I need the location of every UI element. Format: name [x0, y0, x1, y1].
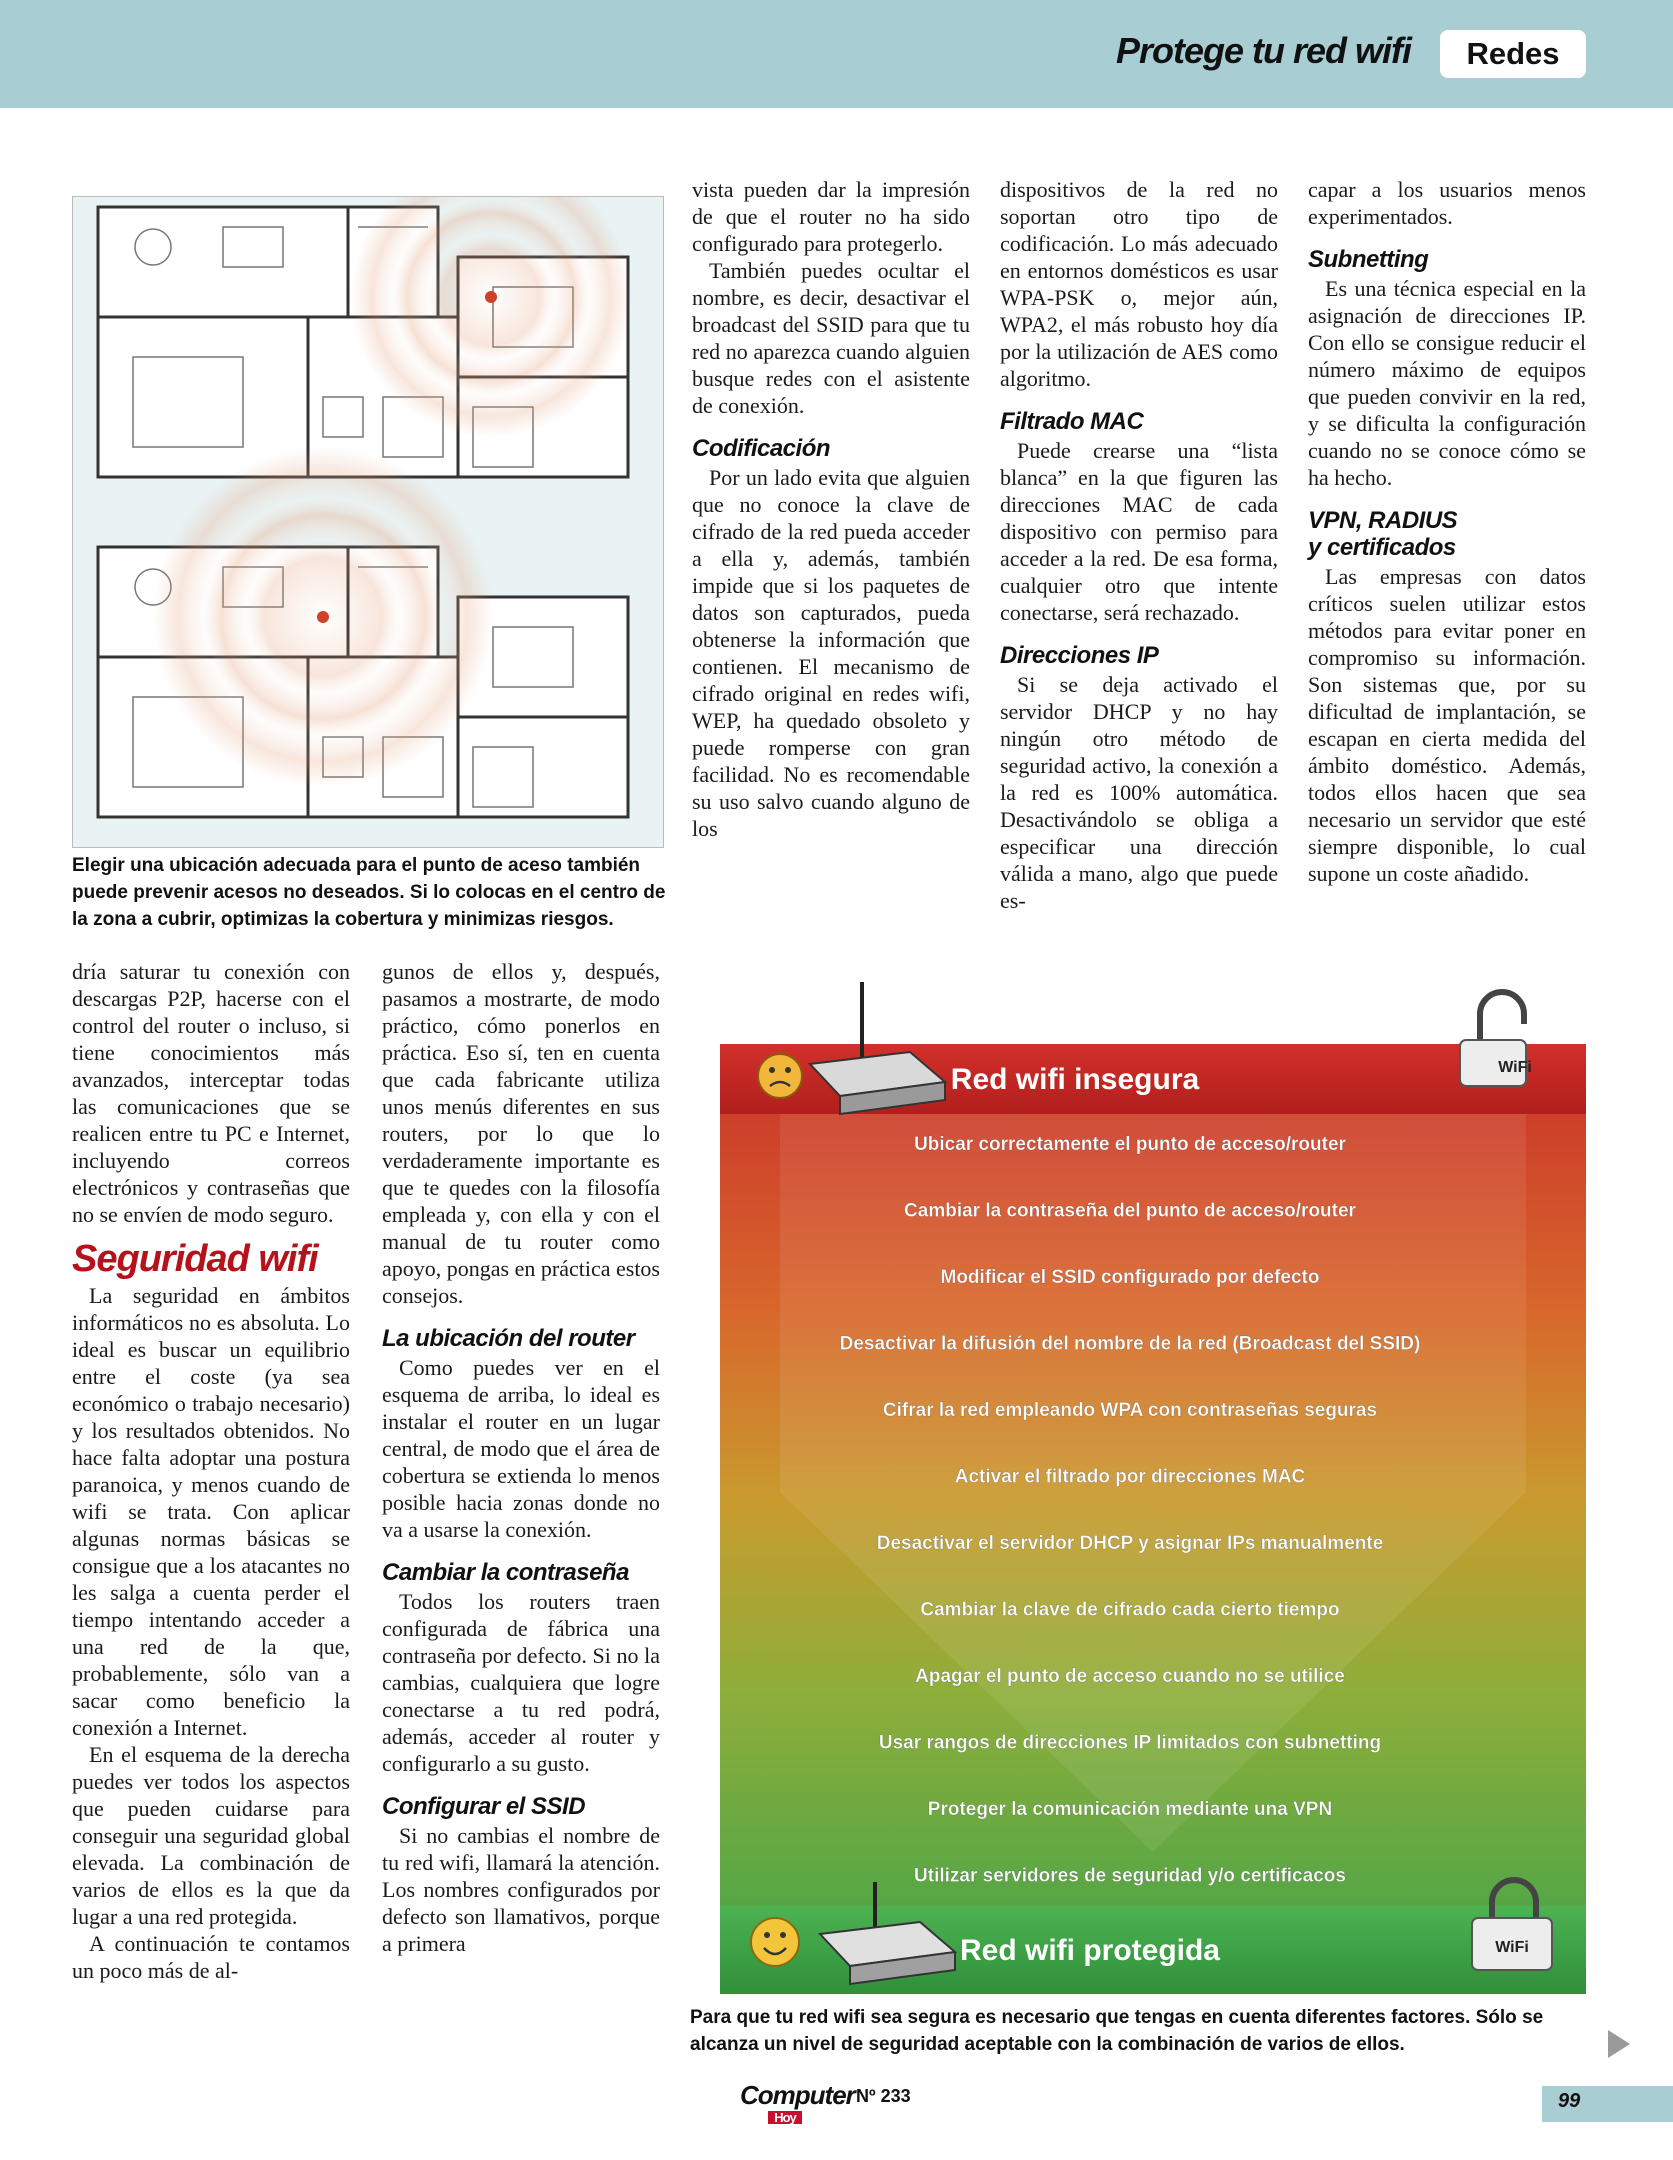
logo-sub-text: Hoy [768, 2111, 802, 2124]
security-infographic [720, 972, 1586, 1996]
protected-label: Red wifi protegida [959, 1934, 1221, 1967]
subheading-vpn-line-1: VPN, RADIUS [1308, 507, 1458, 534]
paragraph: dría saturar tu conexión con descargas P2P, hacerse con el control del router o incluso, si tiene conocimientos más avanzados, interceptar todas las comunicaciones que se realicen entre tu PC e Internet, incluyendo correos electrónicos y contraseñas que no se envíen de modo seguro. [72, 959, 350, 1227]
sad-face-icon [758, 1054, 802, 1098]
subheading-direcciones-ip: Direcciones IP [1000, 642, 1159, 669]
column-3-top [1000, 176, 1278, 914]
next-page-arrow-icon [1608, 2030, 1630, 2058]
step-label: Apagar el punto de acceso cuando no se utilice [915, 1666, 1345, 1687]
step-label: Usar rangos de direcciones IP limitados con subnetting [878, 1732, 1382, 1754]
step-label: Proteger la comunicación mediante una VPN [927, 1799, 1333, 1820]
step-label: Activar el filtrado por direcciones MAC [954, 1466, 1306, 1488]
wifi-badge-bottom: WiFi [1495, 1939, 1529, 1956]
header-bar [0, 0, 1673, 108]
floor-plan-illustration [72, 196, 664, 848]
subheading-vpn-line-2: y certificados [1308, 534, 1456, 561]
paragraph: Las empresas con datos críticos suelen utilizar estos métodos para evitar poner en compromiso su información. Son sistemas que, por su dificultad de implantación, se escapan en cierta medida del ámbito doméstico. Además, todos ellos hacen que sea necesario un servidor que esté siempre disponible, lo cual supone un coste añadido. [1308, 564, 1586, 886]
paragraph: capar a los usuarios menos experimentados. [1308, 177, 1586, 229]
subheading-filtrado-mac: Filtrado MAC [1000, 408, 1144, 435]
paragraph: Es una técnica especial en la asignación de direcciones IP. Con ello se consigue reducir el número máximo de equipos que pueden convivir en la red, y se dificulta la configuración cuando no se conoce cómo se ha hecho. [1308, 276, 1586, 490]
paragraph: Por un lado evita que alguien que no conoce la clave de cifrado de la red pueda acceder a ella y, además, también impide que si los paquetes de datos son capturados, pueda obtenerse la información que contienen. El mecanismo de cifrado original en redes wifi, WEP, ha quedado obsoleto y puede romperse con gran facilidad. No es recomendable su uso salvo cuando alguno de los [692, 465, 970, 841]
header-title: Protege tu red wifi [1115, 30, 1411, 71]
column-4-top [1308, 176, 1586, 887]
step-label: Modificar el SSID configurado por defecto [940, 1267, 1320, 1288]
subheading-cambiar-contrasena: Cambiar la contraseña [382, 1559, 629, 1586]
step-label: Utilizar servidores de seguridad y/o certificacos [914, 1865, 1346, 1887]
paragraph: vista pueden dar la impresión de que el router no ha sido configurado para protegerlo. [692, 177, 970, 256]
insecure-label: Red wifi insegura [950, 1063, 1200, 1096]
paragraph: Como puedes ver en el esquema de arriba, lo ideal es instalar el router en un lugar central, de modo que el área de cobertura se extienda lo menos posible hacia zonas donde no va a usarse la conexión. [382, 1355, 660, 1542]
paragraph: La seguridad en ámbitos informáticos no es absoluta. Lo ideal es buscar un equilibrio entre el coste (ya sea económico o trabajo necesario) y los resultados obtenidos. No hace falta adoptar una postura paranoica, y menos cuando de wifi se trata. Con aplicar algunas normas básicas se consigue que a los atacantes no les salga a cuenta perder el tiempo intentando acceder a una red de la que, probablemente, sólo van a sacar como beneficio la conexión a Internet. [72, 1283, 350, 1740]
subheading-ubicacion-router: La ubicación del router [382, 1325, 635, 1352]
section-heading-seguridad-wifi: Seguridad wifi [72, 1238, 318, 1280]
infographic-caption: Para que tu red wifi sea segura es necesario que tengas en cuenta diferentes factores. Sólo se alcanza un nivel de seguridad aceptable con la combinación de varios de ellos. [690, 2007, 1544, 2055]
column-1-bottom [72, 958, 350, 1984]
column-2-bottom [382, 958, 660, 1957]
step-label: Desactivar el servidor DHCP y asignar IPs manualmente [876, 1533, 1384, 1554]
paragraph: A continuación te contamos un poco más de al- [72, 1931, 350, 1983]
subheading-subnetting: Subnetting [1308, 246, 1429, 273]
step-label: Cifrar la red empleando WPA con contraseñas seguras [882, 1400, 1378, 1421]
magazine-logo [740, 2080, 855, 2124]
wifi-badge-top: WiFi [1498, 1059, 1532, 1076]
paragraph: Si no cambias el nombre de tu red wifi, llamará la atención. Los nombres configurados por defecto son llamativos, porque a primera [382, 1823, 660, 1956]
step-label: Ubicar correctamente el punto de acceso/router [914, 1134, 1346, 1155]
happy-face-icon [751, 1918, 799, 1966]
section-tab: Redes [1440, 30, 1586, 78]
paragraph: Puede crearse una “lista blanca” en la que figuren las direcciones MAC de cada dispositivo con permiso para acceder a la red. De esa forma, cualquier otro que intente conectarse, será rechazado. [1000, 438, 1278, 625]
paragraph: gunos de ellos y, después, pasamos a mostrarte, de modo práctico, cómo ponerlos en práctica. Eso sí, ten en cuenta que cada fabricante utiliza unos menús diferentes en sus routers, por lo que lo verdaderamente importante es que te quedes con la filosofía empleada y, con ella y con el manual de tu router como apoyo, pongas en práctica estos consejos. [382, 959, 660, 1308]
paragraph: En el esquema de la derecha puedes ver todos los aspectos que pueden cuidarse para conseguir una seguridad global elevada. La combinación de varios de ellos es la que da lugar a una red protegida. [72, 1742, 350, 1929]
step-label: Desactivar la difusión del nombre de la red (Broadcast del SSID) [839, 1333, 1421, 1355]
column-2-top [692, 176, 970, 842]
step-label: Cambiar la clave de cifrado cada cierto tiempo [920, 1599, 1340, 1621]
subheading-configurar-ssid: Configurar el SSID [382, 1793, 586, 1820]
plan-caption: Elegir una ubicación adecuada para el punto de aceso también puede prevenir acesos no deseados. Si lo colocas en el centro de la zona a cubrir, optimizas la cobertura y minimizas riesgos. [72, 855, 666, 930]
issue-number: Nº 233 [856, 2086, 911, 2106]
paragraph: Todos los routers traen configurada de fábrica una contraseña por defecto. Si no la cambias, cualquiera que logre conectarse a tu red podrá, además, acceder al router y configurarlo a su gusto. [382, 1589, 660, 1776]
page-number: 99 [1558, 2090, 1581, 2112]
subheading-codificacion: Codificación [692, 435, 831, 462]
paragraph: Si se deja activado el servidor DHCP y no hay ningún otro método de seguridad activo, la conexión a la red es 100% automática. Desactivándolo se obliga a especificar una dirección válida a mano, algo que puede es- [1000, 672, 1278, 913]
paragraph: dispositivos de la red no soportan otro tipo de codificación. Lo más adecuado en entornos domésticos es usar WPA-PSK o, mejor aún, WPA2, el más robusto hoy día por la utilización de AES como algoritmo. [1000, 177, 1278, 391]
paragraph: También puedes ocultar el nombre, es decir, desactivar el broadcast del SSID para que tu red no aparezca cuando alguien busque redes con el asistente de conexión. [692, 258, 970, 418]
step-label: Cambiar la contraseña del punto de acceso/router [904, 1200, 1356, 1222]
logo-main-text: Computer [740, 2080, 855, 2110]
